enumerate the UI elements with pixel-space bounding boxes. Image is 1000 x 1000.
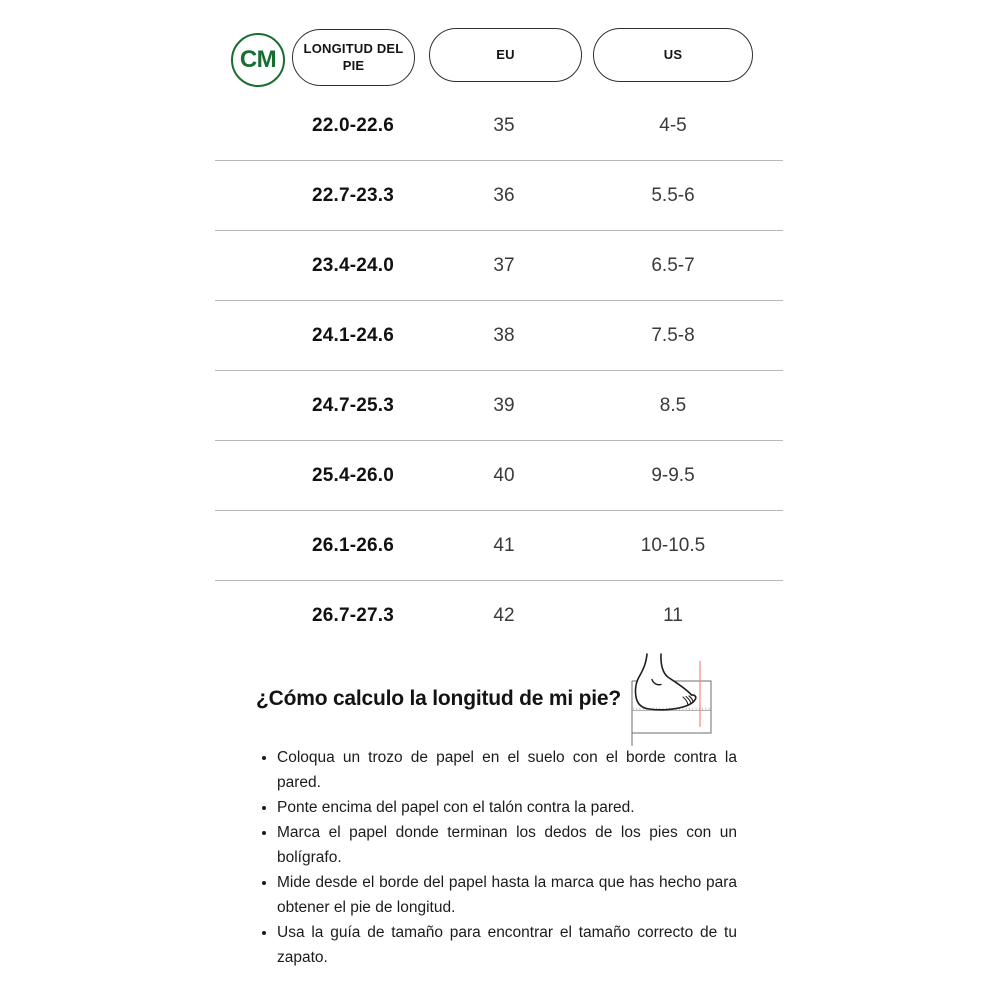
cell-us-size: 7.5-8 xyxy=(651,324,695,346)
cell-us-size: 11 xyxy=(663,605,683,626)
size-table-header xyxy=(215,0,785,91)
table-row xyxy=(215,371,783,441)
column-header-eu-label: EU xyxy=(496,46,515,62)
cell-foot-length: 22.0-22.6 xyxy=(311,114,395,136)
column-header-eu xyxy=(429,28,582,82)
cell-eu-size: 37 xyxy=(493,254,515,276)
instruction-step: • Usa la guía de tamaño para encontrar el tamaño correcto de tu zapato. xyxy=(277,920,737,970)
column-header-us xyxy=(593,28,753,82)
foot-measure-illustration xyxy=(626,653,718,749)
cell-us-size: 10-10.5 xyxy=(640,534,706,556)
howto-header xyxy=(215,653,785,745)
cell-us-size: 8.5 xyxy=(659,394,687,416)
howto-section xyxy=(215,653,785,970)
table-row xyxy=(215,301,783,371)
cell-eu-size: 36 xyxy=(493,184,515,206)
table-row xyxy=(215,161,783,231)
size-table xyxy=(215,91,783,651)
instruction-step: • Ponte encima del papel con el talón contra la pared. xyxy=(277,795,737,820)
table-row xyxy=(215,581,783,651)
cell-eu-size: 42 xyxy=(493,605,515,626)
cell-eu-size: 39 xyxy=(493,394,515,416)
column-header-foot-length xyxy=(292,29,415,86)
cell-us-size: 6.5-7 xyxy=(651,254,695,276)
cell-foot-length: 26.1-26.6 xyxy=(311,534,395,556)
cell-us-size: 4-5 xyxy=(659,114,687,136)
cell-eu-size: 35 xyxy=(493,114,515,136)
instruction-step: • Coloqua un trozo de papel en el suelo con el borde contra la pared. xyxy=(277,745,737,795)
table-row xyxy=(215,91,783,161)
cell-foot-length: 22.7-23.3 xyxy=(311,184,395,206)
cell-foot-length: 25.4-26.0 xyxy=(311,464,395,486)
instruction-step: • Marca el papel donde terminan los dedos de los pies con un bolígrafo. xyxy=(277,820,737,870)
table-row xyxy=(215,231,783,301)
cell-eu-size: 38 xyxy=(493,324,515,346)
cell-foot-length: 23.4-24.0 xyxy=(311,254,395,276)
unit-badge-label: CM xyxy=(239,46,277,73)
howto-title: ¿Cómo calculo la longitud de mi pie? xyxy=(256,687,621,710)
cell-foot-length: 24.1-24.6 xyxy=(311,324,395,346)
cell-foot-length: 26.7-27.3 xyxy=(311,605,395,626)
instruction-step: • Mide desde el borde del papel hasta la marca que has hecho para obtener el pie de longitud. xyxy=(277,870,737,920)
cell-foot-length: 24.7-25.3 xyxy=(311,394,395,416)
table-row xyxy=(215,441,783,511)
cell-us-size: 5.5-6 xyxy=(651,184,695,206)
table-row xyxy=(215,511,783,581)
cell-eu-size: 41 xyxy=(493,534,515,556)
unit-badge-cm xyxy=(231,33,285,87)
cell-us-size: 9-9.5 xyxy=(651,464,695,486)
column-header-foot-length-label: LONGITUD DEL PIE xyxy=(303,41,404,73)
cell-eu-size: 40 xyxy=(493,464,515,486)
size-guide-content xyxy=(215,0,785,970)
howto-instructions xyxy=(215,745,737,970)
column-header-us-label: US xyxy=(663,46,683,62)
